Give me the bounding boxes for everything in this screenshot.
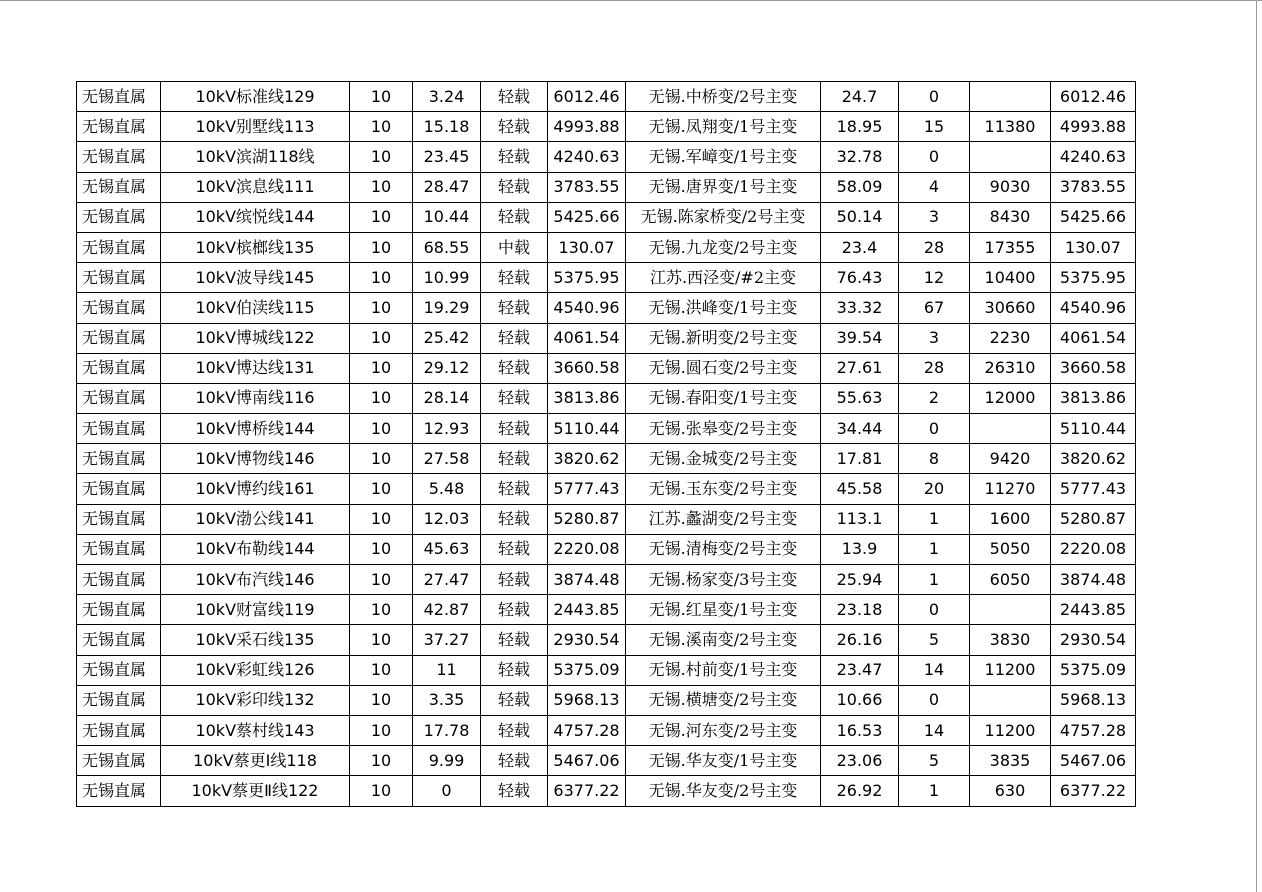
available-capacity-cell: 5467.06 bbox=[548, 746, 626, 776]
line-name-cell: 10kV蔡村线143 bbox=[161, 715, 350, 745]
available-capacity-cell: 3813.86 bbox=[548, 383, 626, 413]
load-rate-cell: 42.87 bbox=[413, 595, 481, 625]
line-name-cell: 10kV槟榔线135 bbox=[161, 232, 350, 262]
load-status-cell: 轻载 bbox=[481, 172, 548, 202]
load-rate-cell: 68.55 bbox=[413, 232, 481, 262]
load-rate-cell: 11 bbox=[413, 655, 481, 685]
available-capacity-cell: 130.07 bbox=[548, 232, 626, 262]
transformer-cell: 无锡.中桥变/2号主变 bbox=[626, 82, 821, 112]
transformer-load-cell: 25.94 bbox=[821, 565, 899, 595]
unit-cell: 无锡直属 bbox=[77, 625, 161, 655]
available-capacity-cell: 5968.13 bbox=[548, 685, 626, 715]
remaining-capacity-cell: 5375.09 bbox=[1051, 655, 1136, 685]
voltage-cell: 10 bbox=[350, 323, 413, 353]
count-cell: 1 bbox=[899, 565, 970, 595]
load-rate-cell: 0 bbox=[413, 776, 481, 806]
line-name-cell: 10kV布勒线144 bbox=[161, 534, 350, 564]
line-name-cell: 10kV标准线129 bbox=[161, 82, 350, 112]
transformer-cell: 无锡.春阳变/1号主变 bbox=[626, 383, 821, 413]
table-row bbox=[77, 353, 1136, 383]
capacity-cell: 9030 bbox=[970, 172, 1051, 202]
transformer-cell: 无锡.华友变/2号主变 bbox=[626, 776, 821, 806]
remaining-capacity-cell: 4993.88 bbox=[1051, 112, 1136, 142]
remaining-capacity-cell: 5467.06 bbox=[1051, 746, 1136, 776]
transformer-cell: 无锡.河东变/2号主变 bbox=[626, 715, 821, 745]
count-cell: 14 bbox=[899, 715, 970, 745]
unit-cell: 无锡直属 bbox=[77, 414, 161, 444]
line-name-cell: 10kV蔡更Ⅱ线122 bbox=[161, 776, 350, 806]
voltage-cell: 10 bbox=[350, 263, 413, 293]
load-rate-cell: 25.42 bbox=[413, 323, 481, 353]
remaining-capacity-cell: 6377.22 bbox=[1051, 776, 1136, 806]
remaining-capacity-cell: 5968.13 bbox=[1051, 685, 1136, 715]
voltage-cell: 10 bbox=[350, 444, 413, 474]
capacity-cell: 1600 bbox=[970, 504, 1051, 534]
table-row bbox=[77, 746, 1136, 776]
load-rate-cell: 19.29 bbox=[413, 293, 481, 323]
available-capacity-cell: 5375.09 bbox=[548, 655, 626, 685]
load-rate-cell: 23.45 bbox=[413, 142, 481, 172]
transformer-cell: 无锡.凤翔变/1号主变 bbox=[626, 112, 821, 142]
count-cell: 12 bbox=[899, 263, 970, 293]
voltage-cell: 10 bbox=[350, 142, 413, 172]
remaining-capacity-cell: 3660.58 bbox=[1051, 353, 1136, 383]
voltage-cell: 10 bbox=[350, 715, 413, 745]
load-status-cell: 轻载 bbox=[481, 715, 548, 745]
transformer-cell: 江苏.蠡湖变/2号主变 bbox=[626, 504, 821, 534]
load-status-cell: 轻载 bbox=[481, 474, 548, 504]
remaining-capacity-cell: 4757.28 bbox=[1051, 715, 1136, 745]
capacity-cell bbox=[970, 414, 1051, 444]
load-status-cell: 轻载 bbox=[481, 263, 548, 293]
transformer-cell: 无锡.圆石变/2号主变 bbox=[626, 353, 821, 383]
remaining-capacity-cell: 3874.48 bbox=[1051, 565, 1136, 595]
remaining-capacity-cell: 3813.86 bbox=[1051, 383, 1136, 413]
load-status-cell: 轻载 bbox=[481, 142, 548, 172]
available-capacity-cell: 4757.28 bbox=[548, 715, 626, 745]
transformer-load-cell: 50.14 bbox=[821, 202, 899, 232]
table-row bbox=[77, 474, 1136, 504]
table-row bbox=[77, 293, 1136, 323]
capacity-cell: 630 bbox=[970, 776, 1051, 806]
voltage-cell: 10 bbox=[350, 474, 413, 504]
count-cell: 14 bbox=[899, 655, 970, 685]
available-capacity-cell: 4993.88 bbox=[548, 112, 626, 142]
load-status-cell: 轻载 bbox=[481, 746, 548, 776]
remaining-capacity-cell: 5110.44 bbox=[1051, 414, 1136, 444]
transformer-cell: 无锡.红星变/1号主变 bbox=[626, 595, 821, 625]
load-rate-cell: 10.99 bbox=[413, 263, 481, 293]
capacity-cell: 11200 bbox=[970, 715, 1051, 745]
count-cell: 5 bbox=[899, 625, 970, 655]
line-name-cell: 10kV博物线146 bbox=[161, 444, 350, 474]
line-name-cell: 10kV博约线161 bbox=[161, 474, 350, 504]
transformer-cell: 无锡.横塘变/2号主变 bbox=[626, 685, 821, 715]
capacity-cell: 3835 bbox=[970, 746, 1051, 776]
voltage-cell: 10 bbox=[350, 655, 413, 685]
remaining-capacity-cell: 5375.95 bbox=[1051, 263, 1136, 293]
load-status-cell: 轻载 bbox=[481, 776, 548, 806]
unit-cell: 无锡直属 bbox=[77, 444, 161, 474]
transformer-load-cell: 39.54 bbox=[821, 323, 899, 353]
remaining-capacity-cell: 2220.08 bbox=[1051, 534, 1136, 564]
load-status-cell: 轻载 bbox=[481, 595, 548, 625]
transformer-load-cell: 76.43 bbox=[821, 263, 899, 293]
remaining-capacity-cell: 3783.55 bbox=[1051, 172, 1136, 202]
unit-cell: 无锡直属 bbox=[77, 202, 161, 232]
remaining-capacity-cell: 5425.66 bbox=[1051, 202, 1136, 232]
voltage-cell: 10 bbox=[350, 595, 413, 625]
remaining-capacity-cell: 4540.96 bbox=[1051, 293, 1136, 323]
count-cell: 28 bbox=[899, 353, 970, 383]
count-cell: 15 bbox=[899, 112, 970, 142]
transformer-load-cell: 23.18 bbox=[821, 595, 899, 625]
page-top-border bbox=[0, 0, 1262, 1]
transformer-cell: 无锡.新明变/2号主变 bbox=[626, 323, 821, 353]
capacity-cell: 5050 bbox=[970, 534, 1051, 564]
load-status-cell: 轻载 bbox=[481, 504, 548, 534]
transformer-cell: 无锡.唐界变/1号主变 bbox=[626, 172, 821, 202]
available-capacity-cell: 4540.96 bbox=[548, 293, 626, 323]
available-capacity-cell: 3783.55 bbox=[548, 172, 626, 202]
unit-cell: 无锡直属 bbox=[77, 776, 161, 806]
voltage-cell: 10 bbox=[350, 202, 413, 232]
line-name-cell: 10kV伯渎线115 bbox=[161, 293, 350, 323]
table-row bbox=[77, 685, 1136, 715]
transformer-load-cell: 16.53 bbox=[821, 715, 899, 745]
available-capacity-cell: 5777.43 bbox=[548, 474, 626, 504]
count-cell: 0 bbox=[899, 685, 970, 715]
table-row bbox=[77, 715, 1136, 745]
load-status-cell: 轻载 bbox=[481, 353, 548, 383]
table-row bbox=[77, 112, 1136, 142]
line-name-cell: 10kV博达线131 bbox=[161, 353, 350, 383]
count-cell: 0 bbox=[899, 414, 970, 444]
transformer-load-cell: 26.16 bbox=[821, 625, 899, 655]
load-status-cell: 中载 bbox=[481, 232, 548, 262]
load-status-cell: 轻载 bbox=[481, 565, 548, 595]
capacity-cell: 9420 bbox=[970, 444, 1051, 474]
available-capacity-cell: 3820.62 bbox=[548, 444, 626, 474]
voltage-cell: 10 bbox=[350, 625, 413, 655]
unit-cell: 无锡直属 bbox=[77, 263, 161, 293]
capacity-cell: 11200 bbox=[970, 655, 1051, 685]
unit-cell: 无锡直属 bbox=[77, 595, 161, 625]
load-rate-cell: 28.14 bbox=[413, 383, 481, 413]
transformer-cell: 无锡.陈家桥变/2号主变 bbox=[626, 202, 821, 232]
table-row bbox=[77, 202, 1136, 232]
transformer-load-cell: 23.4 bbox=[821, 232, 899, 262]
available-capacity-cell: 2443.85 bbox=[548, 595, 626, 625]
unit-cell: 无锡直属 bbox=[77, 655, 161, 685]
transformer-load-cell: 17.81 bbox=[821, 444, 899, 474]
capacity-cell bbox=[970, 82, 1051, 112]
transformer-load-cell: 32.78 bbox=[821, 142, 899, 172]
line-name-cell: 10kV滨湖118线 bbox=[161, 142, 350, 172]
voltage-cell: 10 bbox=[350, 534, 413, 564]
table-row bbox=[77, 565, 1136, 595]
load-rate-cell: 10.44 bbox=[413, 202, 481, 232]
load-status-cell: 轻载 bbox=[481, 323, 548, 353]
table-body bbox=[77, 82, 1136, 807]
line-name-cell: 10kV渤公线141 bbox=[161, 504, 350, 534]
transformer-cell: 无锡.华友变/1号主变 bbox=[626, 746, 821, 776]
transformer-cell: 无锡.溪南变/2号主变 bbox=[626, 625, 821, 655]
load-status-cell: 轻载 bbox=[481, 625, 548, 655]
load-status-cell: 轻载 bbox=[481, 112, 548, 142]
unit-cell: 无锡直属 bbox=[77, 504, 161, 534]
load-status-cell: 轻载 bbox=[481, 414, 548, 444]
line-name-cell: 10kV采石线135 bbox=[161, 625, 350, 655]
transformer-cell: 无锡.九龙变/2号主变 bbox=[626, 232, 821, 262]
available-capacity-cell: 2930.54 bbox=[548, 625, 626, 655]
table-row bbox=[77, 504, 1136, 534]
transformer-load-cell: 10.66 bbox=[821, 685, 899, 715]
load-rate-cell: 27.47 bbox=[413, 565, 481, 595]
voltage-cell: 10 bbox=[350, 353, 413, 383]
count-cell: 8 bbox=[899, 444, 970, 474]
count-cell: 1 bbox=[899, 534, 970, 564]
count-cell: 0 bbox=[899, 82, 970, 112]
line-name-cell: 10kV博南线116 bbox=[161, 383, 350, 413]
remaining-capacity-cell: 5777.43 bbox=[1051, 474, 1136, 504]
table-row bbox=[77, 534, 1136, 564]
count-cell: 20 bbox=[899, 474, 970, 504]
voltage-cell: 10 bbox=[350, 504, 413, 534]
unit-cell: 无锡直属 bbox=[77, 232, 161, 262]
transformer-load-cell: 24.7 bbox=[821, 82, 899, 112]
load-status-cell: 轻载 bbox=[481, 202, 548, 232]
capacity-cell: 6050 bbox=[970, 565, 1051, 595]
line-name-cell: 10kV别墅线113 bbox=[161, 112, 350, 142]
load-rate-cell: 3.24 bbox=[413, 82, 481, 112]
load-status-cell: 轻载 bbox=[481, 82, 548, 112]
load-rate-cell: 37.27 bbox=[413, 625, 481, 655]
capacity-cell: 12000 bbox=[970, 383, 1051, 413]
table-row bbox=[77, 625, 1136, 655]
voltage-cell: 10 bbox=[350, 685, 413, 715]
available-capacity-cell: 4061.54 bbox=[548, 323, 626, 353]
table-row bbox=[77, 82, 1136, 112]
voltage-cell: 10 bbox=[350, 172, 413, 202]
transformer-cell: 无锡.村前变/1号主变 bbox=[626, 655, 821, 685]
load-status-cell: 轻载 bbox=[481, 534, 548, 564]
available-capacity-cell: 4240.63 bbox=[548, 142, 626, 172]
transformer-cell: 无锡.玉东变/2号主变 bbox=[626, 474, 821, 504]
voltage-cell: 10 bbox=[350, 565, 413, 595]
unit-cell: 无锡直属 bbox=[77, 142, 161, 172]
capacity-cell: 3830 bbox=[970, 625, 1051, 655]
page-right-border bbox=[1256, 0, 1257, 892]
feeder-load-table bbox=[76, 81, 1136, 807]
unit-cell: 无锡直属 bbox=[77, 293, 161, 323]
transformer-load-cell: 23.47 bbox=[821, 655, 899, 685]
transformer-load-cell: 45.58 bbox=[821, 474, 899, 504]
table-row bbox=[77, 323, 1136, 353]
load-rate-cell: 45.63 bbox=[413, 534, 481, 564]
line-name-cell: 10kV缤悦线144 bbox=[161, 202, 350, 232]
remaining-capacity-cell: 6012.46 bbox=[1051, 82, 1136, 112]
count-cell: 2 bbox=[899, 383, 970, 413]
capacity-cell: 8430 bbox=[970, 202, 1051, 232]
count-cell: 67 bbox=[899, 293, 970, 323]
capacity-cell: 10400 bbox=[970, 263, 1051, 293]
capacity-cell: 30660 bbox=[970, 293, 1051, 323]
unit-cell: 无锡直属 bbox=[77, 534, 161, 564]
unit-cell: 无锡直属 bbox=[77, 474, 161, 504]
remaining-capacity-cell: 5280.87 bbox=[1051, 504, 1136, 534]
count-cell: 1 bbox=[899, 776, 970, 806]
transformer-cell: 江苏.西泾变/#2主变 bbox=[626, 263, 821, 293]
remaining-capacity-cell: 2930.54 bbox=[1051, 625, 1136, 655]
line-name-cell: 10kV博城线122 bbox=[161, 323, 350, 353]
capacity-cell bbox=[970, 142, 1051, 172]
voltage-cell: 10 bbox=[350, 232, 413, 262]
line-name-cell: 10kV蔡更Ⅰ线118 bbox=[161, 746, 350, 776]
table-row bbox=[77, 595, 1136, 625]
transformer-cell: 无锡.杨家变/3号主变 bbox=[626, 565, 821, 595]
load-rate-cell: 29.12 bbox=[413, 353, 481, 383]
remaining-capacity-cell: 130.07 bbox=[1051, 232, 1136, 262]
table-row bbox=[77, 142, 1136, 172]
line-name-cell: 10kV波导线145 bbox=[161, 263, 350, 293]
unit-cell: 无锡直属 bbox=[77, 112, 161, 142]
available-capacity-cell: 2220.08 bbox=[548, 534, 626, 564]
available-capacity-cell: 5110.44 bbox=[548, 414, 626, 444]
transformer-cell: 无锡.张皋变/2号主变 bbox=[626, 414, 821, 444]
load-status-cell: 轻载 bbox=[481, 383, 548, 413]
transformer-cell: 无锡.军嶂变/1号主变 bbox=[626, 142, 821, 172]
load-status-cell: 轻载 bbox=[481, 685, 548, 715]
available-capacity-cell: 6012.46 bbox=[548, 82, 626, 112]
remaining-capacity-cell: 4061.54 bbox=[1051, 323, 1136, 353]
available-capacity-cell: 5280.87 bbox=[548, 504, 626, 534]
unit-cell: 无锡直属 bbox=[77, 172, 161, 202]
load-rate-cell: 3.35 bbox=[413, 685, 481, 715]
voltage-cell: 10 bbox=[350, 746, 413, 776]
available-capacity-cell: 5425.66 bbox=[548, 202, 626, 232]
table-row bbox=[77, 655, 1136, 685]
available-capacity-cell: 5375.95 bbox=[548, 263, 626, 293]
count-cell: 28 bbox=[899, 232, 970, 262]
available-capacity-cell: 3660.58 bbox=[548, 353, 626, 383]
load-rate-cell: 12.93 bbox=[413, 414, 481, 444]
voltage-cell: 10 bbox=[350, 293, 413, 323]
voltage-cell: 10 bbox=[350, 383, 413, 413]
load-rate-cell: 28.47 bbox=[413, 172, 481, 202]
remaining-capacity-cell: 2443.85 bbox=[1051, 595, 1136, 625]
transformer-load-cell: 58.09 bbox=[821, 172, 899, 202]
transformer-load-cell: 34.44 bbox=[821, 414, 899, 444]
line-name-cell: 10kV彩印线132 bbox=[161, 685, 350, 715]
transformer-load-cell: 27.61 bbox=[821, 353, 899, 383]
line-name-cell: 10kV布汽线146 bbox=[161, 565, 350, 595]
capacity-cell: 26310 bbox=[970, 353, 1051, 383]
unit-cell: 无锡直属 bbox=[77, 715, 161, 745]
available-capacity-cell: 3874.48 bbox=[548, 565, 626, 595]
transformer-load-cell: 55.63 bbox=[821, 383, 899, 413]
load-rate-cell: 27.58 bbox=[413, 444, 481, 474]
load-rate-cell: 17.78 bbox=[413, 715, 481, 745]
load-rate-cell: 5.48 bbox=[413, 474, 481, 504]
load-status-cell: 轻载 bbox=[481, 293, 548, 323]
unit-cell: 无锡直属 bbox=[77, 82, 161, 112]
load-rate-cell: 12.03 bbox=[413, 504, 481, 534]
transformer-load-cell: 23.06 bbox=[821, 746, 899, 776]
voltage-cell: 10 bbox=[350, 82, 413, 112]
unit-cell: 无锡直属 bbox=[77, 383, 161, 413]
table-row bbox=[77, 172, 1136, 202]
count-cell: 4 bbox=[899, 172, 970, 202]
unit-cell: 无锡直属 bbox=[77, 353, 161, 383]
table-row bbox=[77, 444, 1136, 474]
remaining-capacity-cell: 4240.63 bbox=[1051, 142, 1136, 172]
transformer-load-cell: 13.9 bbox=[821, 534, 899, 564]
transformer-cell: 无锡.金城变/2号主变 bbox=[626, 444, 821, 474]
unit-cell: 无锡直属 bbox=[77, 746, 161, 776]
capacity-cell bbox=[970, 685, 1051, 715]
count-cell: 0 bbox=[899, 142, 970, 172]
line-name-cell: 10kV博桥线144 bbox=[161, 414, 350, 444]
line-name-cell: 10kV彩虹线126 bbox=[161, 655, 350, 685]
unit-cell: 无锡直属 bbox=[77, 565, 161, 595]
load-rate-cell: 15.18 bbox=[413, 112, 481, 142]
table-row bbox=[77, 776, 1136, 806]
capacity-cell: 17355 bbox=[970, 232, 1051, 262]
transformer-load-cell: 26.92 bbox=[821, 776, 899, 806]
load-rate-cell: 9.99 bbox=[413, 746, 481, 776]
line-name-cell: 10kV财富线119 bbox=[161, 595, 350, 625]
voltage-cell: 10 bbox=[350, 112, 413, 142]
table-row bbox=[77, 232, 1136, 262]
unit-cell: 无锡直属 bbox=[77, 685, 161, 715]
count-cell: 1 bbox=[899, 504, 970, 534]
transformer-cell: 无锡.洪峰变/1号主变 bbox=[626, 293, 821, 323]
capacity-cell bbox=[970, 595, 1051, 625]
transformer-load-cell: 33.32 bbox=[821, 293, 899, 323]
voltage-cell: 10 bbox=[350, 414, 413, 444]
count-cell: 0 bbox=[899, 595, 970, 625]
remaining-capacity-cell: 3820.62 bbox=[1051, 444, 1136, 474]
count-cell: 3 bbox=[899, 202, 970, 232]
capacity-cell: 2230 bbox=[970, 323, 1051, 353]
load-status-cell: 轻载 bbox=[481, 444, 548, 474]
voltage-cell: 10 bbox=[350, 776, 413, 806]
table-row bbox=[77, 383, 1136, 413]
capacity-cell: 11270 bbox=[970, 474, 1051, 504]
unit-cell: 无锡直属 bbox=[77, 323, 161, 353]
available-capacity-cell: 6377.22 bbox=[548, 776, 626, 806]
table-row bbox=[77, 414, 1136, 444]
count-cell: 5 bbox=[899, 746, 970, 776]
table-row bbox=[77, 263, 1136, 293]
transformer-load-cell: 113.1 bbox=[821, 504, 899, 534]
load-status-cell: 轻载 bbox=[481, 655, 548, 685]
transformer-cell: 无锡.清梅变/2号主变 bbox=[626, 534, 821, 564]
count-cell: 3 bbox=[899, 323, 970, 353]
capacity-cell: 11380 bbox=[970, 112, 1051, 142]
line-name-cell: 10kV滨息线111 bbox=[161, 172, 350, 202]
transformer-load-cell: 18.95 bbox=[821, 112, 899, 142]
